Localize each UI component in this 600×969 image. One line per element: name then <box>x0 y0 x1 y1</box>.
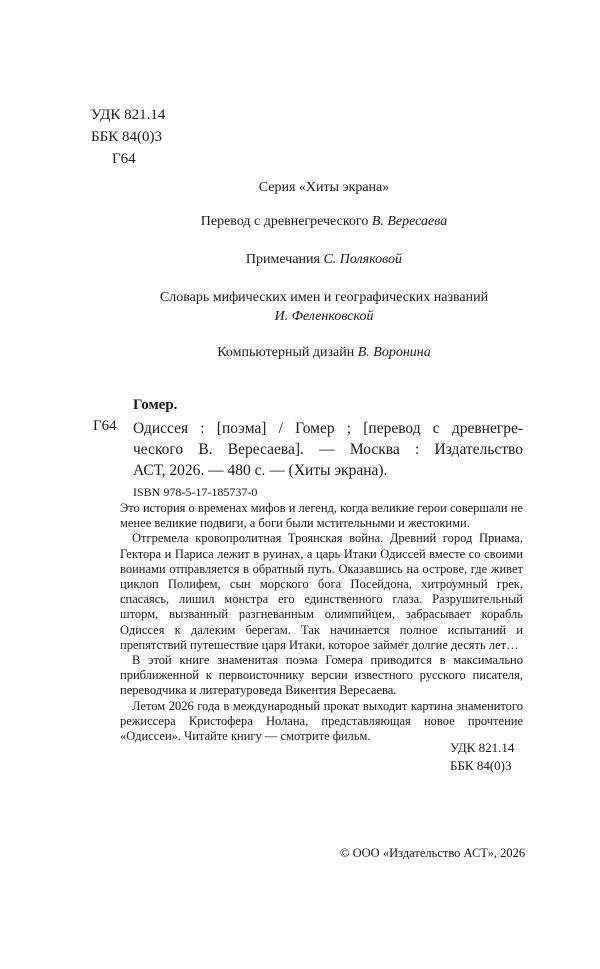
notes-label: Примечания <box>245 252 320 267</box>
copyright: © ООО «Издательство АСТ», 2026 <box>340 846 526 860</box>
annotation-paragraph: Летом 2026 года в международный прокат выходит картина знаменитого режиссера Кристофера Нолана, представляющая новое прочтение «Одиссеи». Читайте книгу — смотрите фильм. <box>120 698 523 744</box>
bibliographic-description <box>133 418 523 481</box>
bibliographic-line: АСТ, 2026. — 480 с. — (Хиты экрана). <box>133 462 388 479</box>
designer-name: В. Воронина <box>357 345 431 360</box>
annotation-paragraph: Отгремела кровопролитная Троянская война. Древний город Приама, Гектора и Париса лежит в руинах, а царь Итаки Одиссей вместе со своими воинами отправляется в обратный путь. Оказавшись на острове, где живет циклоп Полифем, сын морского бога Посейдона, хитроумный грек, спасаясь, лишил монстра его единственного глаза. Разрушительный шторм, вызванный разгневанным олимпийцем, забрасывает корабль Одиссея к далеким берегам. Так начинается полное испытаний и препятствий путешествие царя Итаки, которое займет долгие десять лет… <box>120 531 523 652</box>
bibliographic-line: ческого В. Вересаева]. — Москва : Издательство <box>133 441 523 458</box>
design-credit <box>120 343 528 362</box>
annotation-paragraph: В этой книге знаменитая поэма Гомера приводится в максимально приближенной к первоисточнику версии известного русского писателя, переводчика и литературоведа Викентия Вересаева. <box>120 653 523 698</box>
notes-credit <box>120 250 528 269</box>
bibliographic-line: Одиссея : [поэма] / Гомер ; [перевод с древнегре- <box>133 420 523 437</box>
annotation-paragraph: Это история о временах мифов и легенд, когда великие герои совершали не менее великие подвиги, а боги были мстительными и жестокими. <box>120 501 523 531</box>
design-label: Компьютерный дизайн <box>217 345 355 360</box>
bibliographic-author: Гомер. <box>133 397 178 413</box>
annotation <box>120 501 523 744</box>
dictionary-author-name: И. Феленковской <box>274 309 374 324</box>
isbn: ISBN 978-5-17-185737-0 <box>133 485 258 499</box>
dictionary-credit <box>120 288 528 326</box>
bbk-code: ББК 84(0)3 <box>91 129 162 145</box>
series-line: Серия «Хиты экрана» <box>258 180 390 195</box>
bibliographic-sign: Г64 <box>93 418 117 434</box>
bbk-code-bottom: ББК 84(0)3 <box>450 758 512 773</box>
udk-code-bottom: УДК 821.14 <box>450 740 515 755</box>
translation-credit <box>120 212 528 231</box>
author-sign: Г64 <box>112 151 136 167</box>
udk-code: УДК 821.14 <box>91 107 166 123</box>
notes-author-name: С. Поляковой <box>323 252 403 267</box>
translation-label: Перевод с древнегреческого <box>200 214 369 229</box>
dictionary-label: Словарь мифических имен и географических названий <box>159 290 489 305</box>
translator-name: В. Вересаева <box>371 214 448 229</box>
